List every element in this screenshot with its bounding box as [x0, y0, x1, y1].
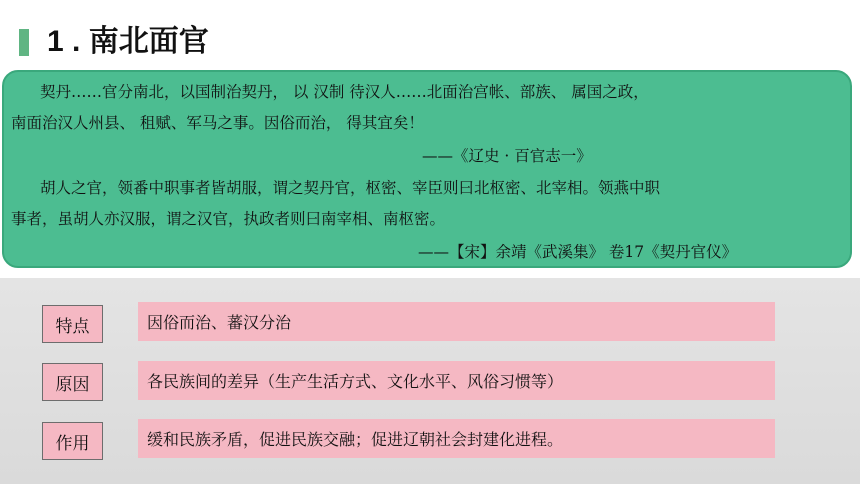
content-feature: 因俗而治、蕃汉分治	[138, 302, 775, 341]
label-feature: 特点	[42, 305, 103, 343]
content-reason: 各民族间的差异（生产生活方式、文化水平、风俗习惯等）	[138, 361, 775, 400]
quote-line-1: 契丹……官分南北，以国制治契丹， 以 汉制 待汉人……北面治宫帐、部族、 属国之政，	[40, 83, 649, 101]
quote-line-3: 胡人之官，领番中职事者皆胡服，谓之契丹官，枢密、宰臣则曰北枢密、北宰相。领燕中职	[40, 179, 661, 197]
content-effect: 缓和民族矛盾，促进民族交融；促进辽朝社会封建化进程。	[138, 419, 775, 458]
quote-source-2: ——【宋】余靖《武溪集》 卷17《契丹官仪》	[418, 243, 738, 261]
label-effect: 作用	[42, 422, 103, 460]
title-accent-bar	[19, 29, 29, 56]
quote-line-4: 事者，虽胡人亦汉服，谓之汉官，执政者则曰南宰相、南枢密。	[11, 210, 446, 228]
quote-source-1: ——《辽史 · 百官志一》	[422, 147, 592, 165]
label-reason: 原因	[42, 363, 103, 401]
quote-box	[2, 70, 852, 268]
page-title: 1 . 南北面官	[47, 25, 209, 58]
quote-line-2: 南面治汉人州县、 租赋、军马之事。因俗而治， 得其宜矣！	[11, 114, 424, 132]
